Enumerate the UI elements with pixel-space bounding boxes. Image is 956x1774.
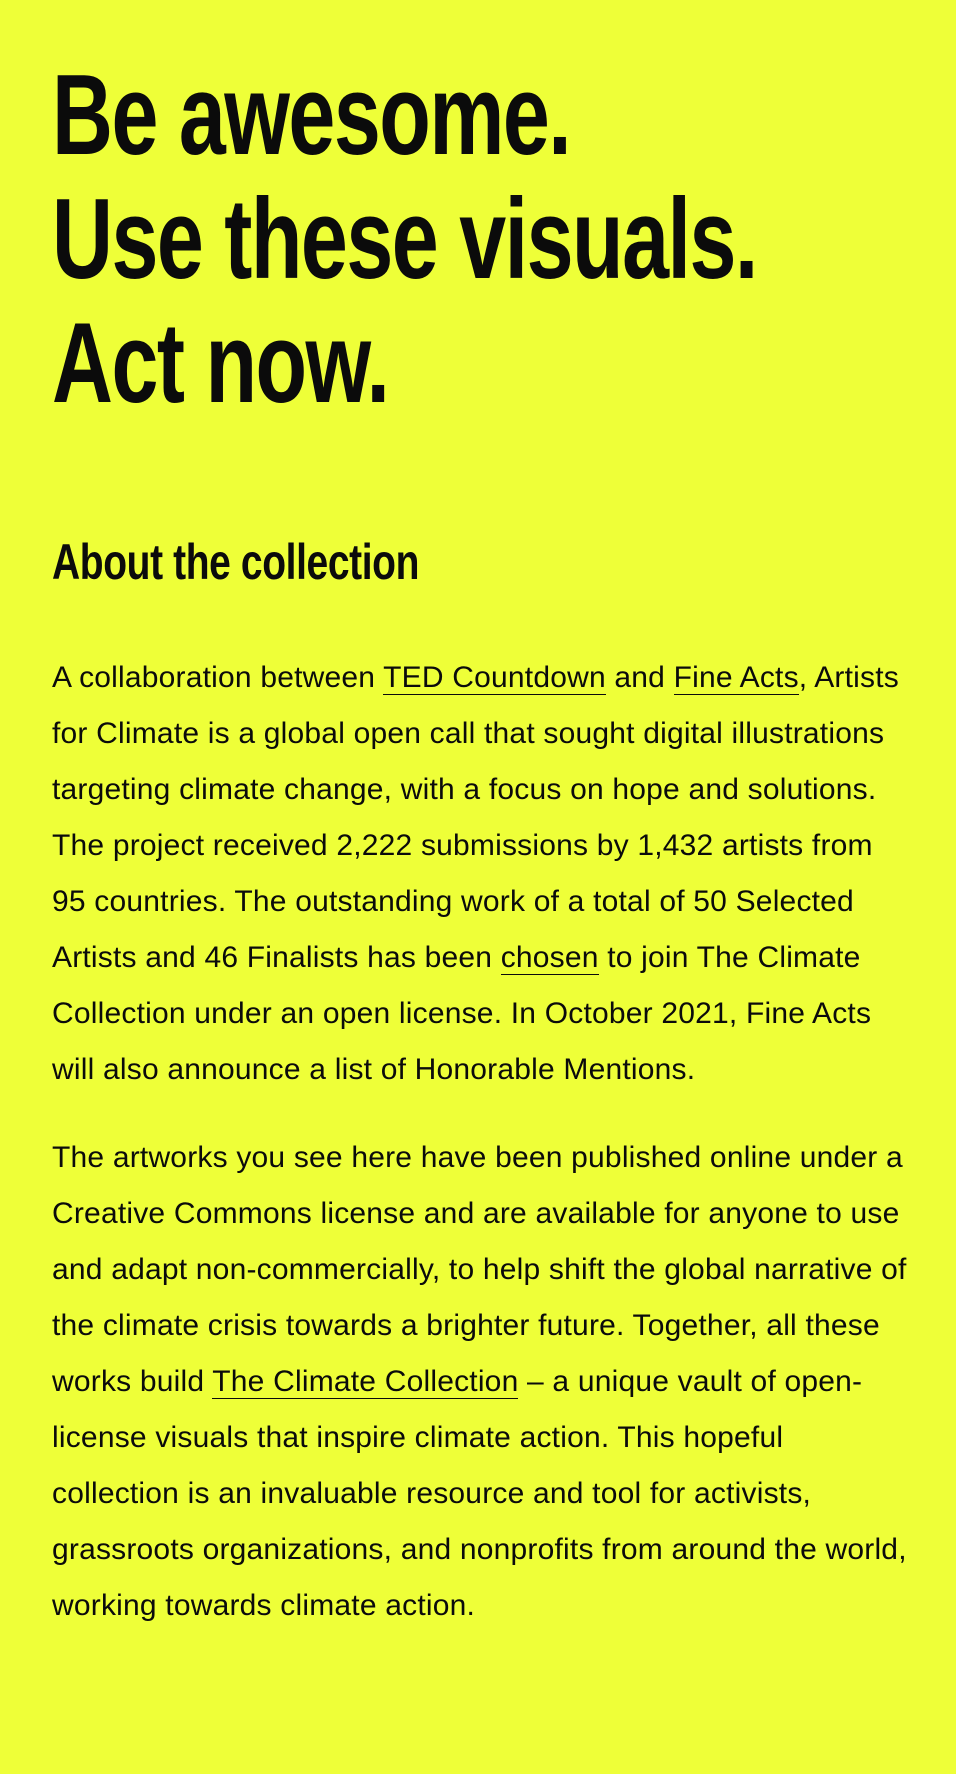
- fine-acts-link[interactable]: Fine Acts: [673, 661, 799, 694]
- hero-line-1: Be awesome.: [52, 52, 571, 179]
- section-title: About the collection: [52, 534, 420, 590]
- paragraph-text: – a unique vault of open-license visuals that inspire climate action. This hopeful collection is an invaluable resource and tool for activists, grassroots organizations, and nonprofits from around the world, working towards climate action.: [52, 1365, 907, 1622]
- ted-countdown-link[interactable]: TED Countdown: [383, 661, 606, 694]
- about-paragraph-1: [52, 650, 912, 1098]
- paragraph-text: , Artists for Climate is a global open call that sought digital illustrations targeting climate change, with a focus on hope and solutions. The project received 2,222 submissions by 1,432 artists from 95 countries. The outstanding work of a total of 50 Selected Artists and 46 Finalists has been: [52, 661, 899, 974]
- paragraph-text: The artworks you see here have been published online under a Creative Commons license and are available for anyone to use and adapt non-commercially, to help shift the global narrative of the climate crisis towards a brighter future. Together, all these works build: [52, 1141, 907, 1398]
- hero-heading: [52, 52, 757, 427]
- paragraph-text: A collaboration between: [52, 661, 384, 694]
- paragraph-text: and: [605, 661, 674, 694]
- climate-collection-link[interactable]: The Climate Collection: [212, 1365, 519, 1398]
- about-paragraph-2: [52, 1130, 912, 1634]
- chosen-link[interactable]: chosen: [500, 941, 599, 974]
- hero-line-3: Act now.: [52, 300, 389, 427]
- paragraph-text: to join The Climate Collection under an open license. In October 2021, Fine Acts will also announce a list of Honorable Mentions.: [52, 941, 872, 1086]
- hero-line-2: Use these visuals.: [52, 176, 757, 303]
